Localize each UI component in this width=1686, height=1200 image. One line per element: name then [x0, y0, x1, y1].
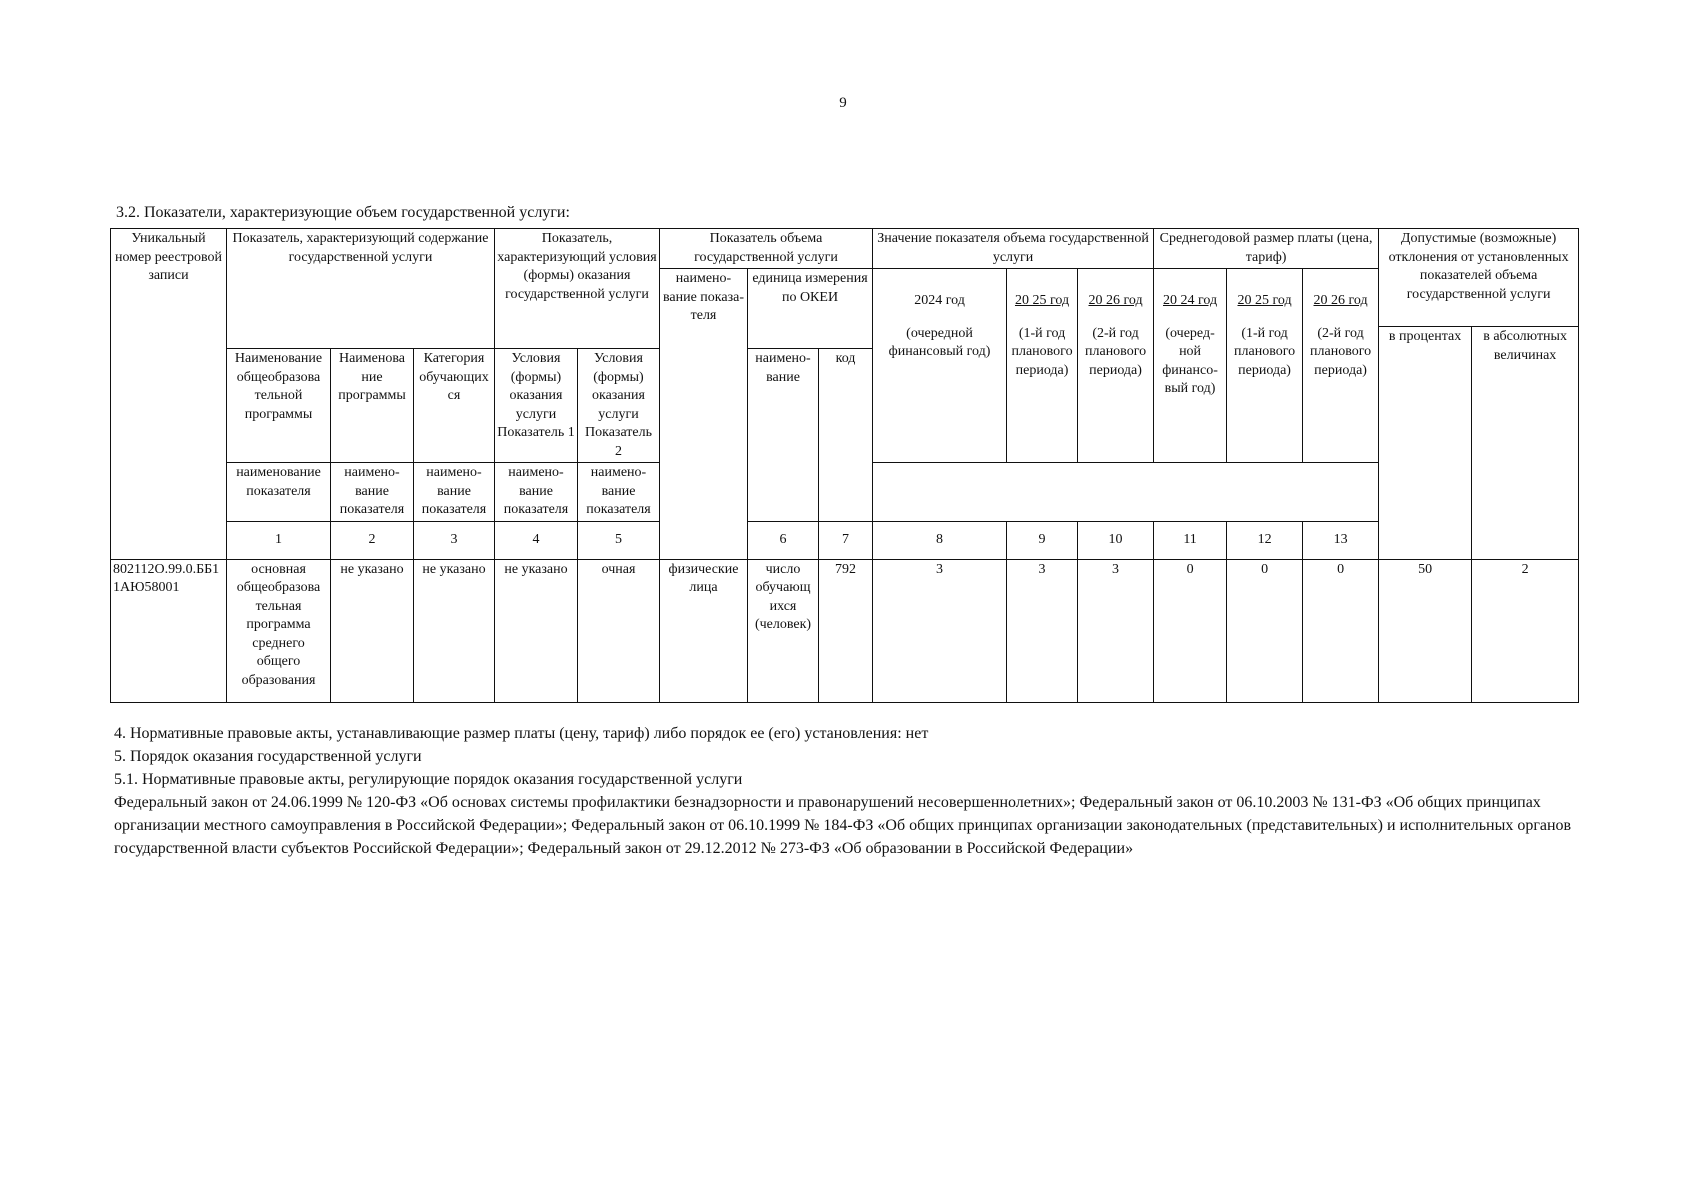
cell-deviation-percent: 50 [1379, 559, 1472, 702]
header-unit-okei: единица измерения по ОКЕИ [748, 269, 873, 349]
header-fee-2026 [1303, 269, 1379, 463]
cell-program-name: не указано [331, 559, 414, 702]
col-num: 4 [495, 521, 578, 559]
cell-fee-2026: 0 [1303, 559, 1379, 702]
note-regulating-acts: 5.1. Нормативные правовые акты, регулирующие порядок оказания государственной услуги [114, 771, 743, 788]
header-year-2024 [873, 269, 1007, 463]
volume-indicators-table-wrapper [110, 228, 1578, 703]
fee-2025-label: 20 25 год [1237, 293, 1292, 308]
header-volume-value: Значение показателя объема государственной услуги [873, 229, 1154, 269]
table-row [111, 559, 1579, 702]
volume-indicators-table [110, 228, 1579, 703]
year-2026-note: (2-й год планового периода) [1085, 325, 1147, 378]
cell-fee-2025: 0 [1227, 559, 1303, 702]
header-unit-name: наимено-вание [748, 349, 819, 522]
header-program-name: Наименова ние программы [331, 349, 414, 463]
col-num: 6 [748, 521, 819, 559]
col-num: 3 [414, 521, 495, 559]
cell-unit-code: 792 [819, 559, 873, 702]
header-unique-number: Уникальный номер реестровой записи [111, 229, 227, 560]
cell-deviation-absolute: 2 [1472, 559, 1579, 702]
header-fee-2024 [1154, 269, 1227, 463]
header-indicator-name: наимено-вание показа-теля [660, 269, 748, 560]
col-num: 1 [227, 521, 331, 559]
year-2024-note: (очередной финансовый год) [888, 325, 991, 359]
note-federal-laws: Федеральный закон от 24.06.1999 № 120-ФЗ «Об основах системы профилактики безнадзорности и правонарушений несовершеннолетних»; Федеральный закон от 06.10.2003 № 131-ФЗ «Об общих принципах организации местного самоуправления в Российской Федерации»; Федеральный закон от 06.10.1999 № 184-ФЗ «Об общих принципах организации законодательных (представительных) и исполнительных органов государственной власти субъектов Российской Федерации»; Федеральный закон от 29.12.2012 № 273-ФЗ «Об образовании в Российской Федерации» [114, 794, 1572, 857]
col-num: 10 [1078, 521, 1154, 559]
header-condition-1: Условия (формы) оказания услуги Показатель 1 [495, 349, 578, 463]
subheader-name-5: наимено-вание показателя [578, 463, 660, 522]
col-num: 8 [873, 521, 1007, 559]
header-allowed-deviation: Допустимые (возможные) отклонения от установленных показателей объема государственной услуги [1379, 229, 1579, 327]
col-num: 5 [578, 521, 660, 559]
year-2024-label: 2024 год [914, 293, 965, 308]
subheader-name-3: наимено-вание показателя [414, 463, 495, 522]
header-year-2026 [1078, 269, 1154, 463]
header-absolute: в абсолютных величинах [1472, 327, 1579, 560]
fee-2025-note: (1-й год планового периода) [1234, 325, 1296, 378]
cell-indicator-name: физические лица [660, 559, 748, 702]
col-num: 7 [819, 521, 873, 559]
header-student-category: Категория обучающих ся [414, 349, 495, 463]
subheader-name-4: наимено-вание показателя [495, 463, 578, 522]
notes-section [114, 722, 1584, 860]
header-program-type: Наименование общеобразова тельной программы [227, 349, 331, 463]
header-content-indicator: Показатель, характеризующий содержание государственной услуги [227, 229, 495, 349]
header-conditions-indicator: Показатель, характеризующий условия (формы) оказания государственной услуги [495, 229, 660, 349]
header-unit-code: код [819, 349, 873, 522]
header-average-fee: Среднегодовой размер платы (цена, тариф) [1154, 229, 1379, 269]
year-2025-label: 20 25 год [1014, 293, 1070, 308]
header-year-2025 [1007, 269, 1078, 463]
fee-2024-note: (очеред-ной финансо-вый год) [1162, 325, 1218, 396]
header-condition-2: Условия (формы) оказания услуги Показатель 2 [578, 349, 660, 463]
header-fee-2025 [1227, 269, 1303, 463]
col-num: 11 [1154, 521, 1227, 559]
col-num: 9 [1007, 521, 1078, 559]
cell-program-type: основная общеобразова тельная программа среднего общего образования [227, 559, 331, 702]
header-percent: в процентах [1379, 327, 1472, 560]
col-num: 13 [1303, 521, 1379, 559]
cell-registry-number: 802112О.99.0.ББ11АЮ58001 [111, 559, 227, 702]
subheader-name-2: наимено-вание показателя [331, 463, 414, 522]
cell-student-category: не указано [414, 559, 495, 702]
col-num: 2 [331, 521, 414, 559]
col-num: 12 [1227, 521, 1303, 559]
fee-2026-label: 20 26 год [1313, 293, 1368, 308]
cell-value-2024: 3 [873, 559, 1007, 702]
year-2025-note: (1-й год планового периода) [1011, 325, 1073, 378]
cell-unit-name: число обучающ ихся (человек) [748, 559, 819, 702]
year-2026-label: 20 26 год [1088, 293, 1143, 308]
header-volume-indicator: Показатель объема государственной услуги [660, 229, 873, 269]
cell-fee-2024: 0 [1154, 559, 1227, 702]
section-title: 3.2. Показатели, характеризующие объем государственной услуги: [116, 204, 570, 221]
cell-value-2026: 3 [1078, 559, 1154, 702]
subheader-name-1: наименование показателя [227, 463, 331, 522]
cell-condition-2: очная [578, 559, 660, 702]
note-service-order: 5. Порядок оказания государственной услуги [114, 748, 422, 765]
column-number-row [111, 521, 1579, 559]
cell-value-2025: 3 [1007, 559, 1078, 702]
fee-2024-label: 20 24 год [1163, 293, 1218, 308]
note-fee-acts: 4. Нормативные правовые акты, устанавливающие размер платы (цену, тариф) либо порядок ее (его) установления: нет [114, 725, 929, 742]
page-number: 9 [839, 95, 847, 111]
fee-2026-note: (2-й год планового периода) [1310, 325, 1372, 378]
cell-condition-1: не указано [495, 559, 578, 702]
